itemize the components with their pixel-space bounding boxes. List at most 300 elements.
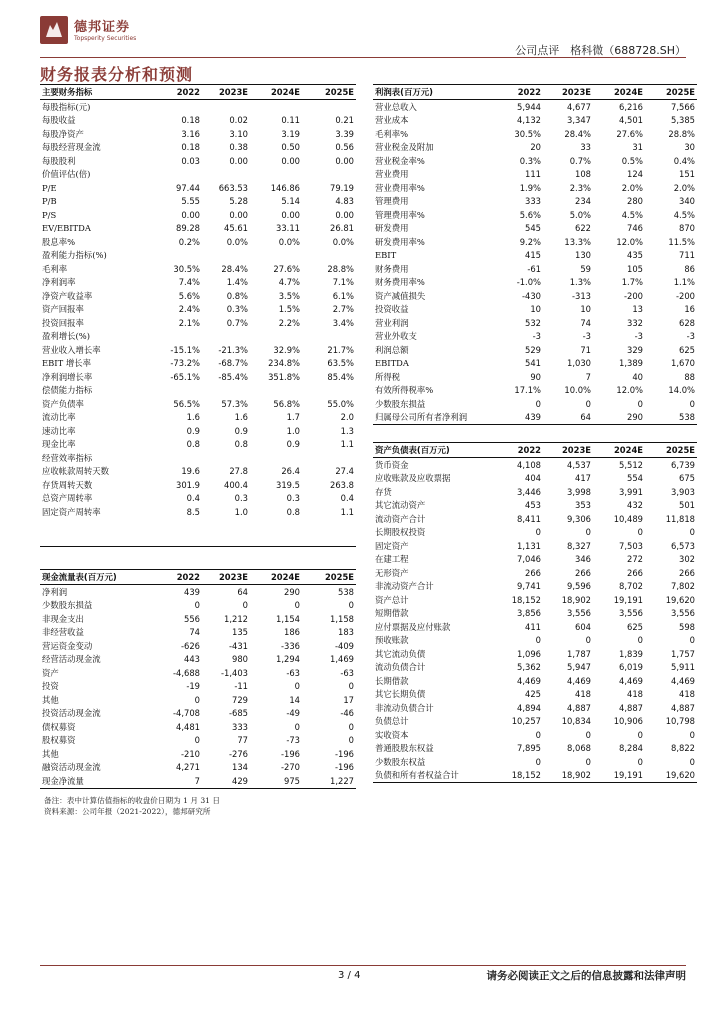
table-row [40, 666, 356, 680]
cell-value: 266 [525, 567, 541, 578]
row-label: 投资 [42, 681, 59, 692]
cell-value: -336 [280, 640, 300, 651]
page-title: 财务报表分析和预测 [40, 65, 194, 84]
cell-value: 3,556 [567, 608, 591, 619]
row-label: 总资产周转率 [42, 493, 93, 504]
cell-value: 7 [150, 774, 202, 788]
cell-value: 88 [684, 371, 695, 382]
cell-value [202, 330, 250, 344]
cell-value: 0 [535, 398, 541, 409]
cell-value: -430 [521, 290, 541, 301]
table-row [373, 357, 697, 371]
cell-value: 0.3 [286, 493, 300, 504]
cell-value: 26.4 [281, 466, 300, 477]
cell-value: 5.14 [281, 196, 300, 207]
row-label: 营业成本 [375, 115, 409, 126]
row-label: 其它流动负债 [375, 648, 426, 659]
balance-sheet-table [373, 442, 697, 783]
row-label: 无形资产 [375, 567, 409, 578]
row-label [40, 519, 150, 533]
row-label: 营业利润 [375, 317, 409, 328]
cell-value [302, 519, 356, 533]
table-header-row [40, 85, 356, 100]
cell-value: 4.7% [278, 277, 300, 288]
cell-value: 26.81 [330, 223, 354, 234]
cell-value: -3 [582, 331, 591, 342]
cell-value: 1,154 [276, 613, 300, 624]
row-label: 营业外收支 [375, 331, 417, 342]
cell-value: 4,271 [176, 762, 200, 773]
cell-value: 18,152 [511, 594, 541, 605]
row-label: 营业总收入 [375, 101, 417, 112]
cell-value [150, 532, 202, 546]
cell-value: 27.6% [616, 128, 643, 139]
cell-value: 17 [343, 694, 354, 705]
cell-value: 63.5% [327, 358, 354, 369]
table-row [40, 585, 356, 599]
cell-value: 8,068 [567, 743, 591, 754]
cell-value: 0.0% [332, 236, 354, 247]
cell-value: 9,741 [517, 581, 541, 592]
table-row [373, 249, 697, 263]
cell-value: 429 [202, 774, 250, 788]
year-header: 2024E [593, 443, 645, 458]
cell-value: 0 [637, 729, 643, 740]
table-row [40, 492, 356, 506]
cell-value: 0.11 [281, 115, 300, 126]
row-label: 营业费用 [375, 169, 409, 180]
table-row [40, 195, 356, 209]
row-label: 少数股东损益 [42, 600, 93, 611]
cell-value: 0.9 [186, 425, 200, 436]
cell-value [202, 532, 250, 546]
cell-value: 4,469 [619, 675, 643, 686]
table-row [373, 370, 697, 384]
cell-value: 10 [580, 304, 591, 315]
cell-value: 1.5% [278, 304, 300, 315]
table-row [373, 634, 697, 648]
row-label: EV/EBITDA [42, 223, 91, 234]
table-row [373, 411, 697, 425]
table-title: 主要财务指标 [40, 85, 150, 100]
cell-value: 4,537 [567, 459, 591, 470]
cell-value: 9,306 [567, 513, 591, 524]
cell-value: 8,411 [517, 513, 541, 524]
cell-value: 3,998 [567, 486, 591, 497]
cell-value: -4,708 [173, 708, 200, 719]
cell-value: 108 [575, 169, 591, 180]
row-label: 股权募资 [42, 735, 76, 746]
cell-value: 1.0 [286, 425, 300, 436]
cell-value: 151 [679, 169, 695, 180]
row-label: 所得税 [375, 371, 401, 382]
cell-value: 4,469 [567, 675, 591, 686]
cell-value [150, 330, 202, 344]
cell-value: 0.00 [229, 155, 248, 166]
cell-value: 3.4% [332, 317, 354, 328]
cell-value: 4,887 [567, 702, 591, 713]
row-label: P/E [42, 182, 57, 193]
cell-value: 2.7% [332, 304, 354, 315]
table-row [373, 114, 697, 128]
cell-value [250, 100, 302, 114]
row-label: EBIT 增长率 [42, 358, 91, 369]
row-label: 资产负债率 [42, 398, 84, 409]
cell-value: 1.1 [340, 439, 354, 450]
cell-value: 28.4% [221, 263, 248, 274]
cell-value: 234 [575, 196, 591, 207]
cell-value: 0.8 [234, 439, 248, 450]
table-row [373, 620, 697, 634]
cell-value: 290 [593, 411, 645, 425]
logo-mark-icon [40, 16, 68, 44]
cell-value: 10 [530, 304, 541, 315]
cell-value: 20 [530, 142, 541, 153]
cell-value: -200 [623, 290, 643, 301]
cell-value: 4.83 [335, 196, 354, 207]
table-row [373, 127, 697, 141]
page-number: 3 / 4 [338, 970, 361, 981]
table-row [373, 100, 697, 114]
row-label: 固定资产 [375, 540, 409, 551]
table-row [40, 222, 356, 236]
cell-value: 0.3% [519, 155, 541, 166]
cell-value: 0.5% [621, 155, 643, 166]
table-row [40, 262, 356, 276]
cell-value [202, 451, 250, 465]
cell-value: -3 [634, 331, 643, 342]
cell-value: 675 [679, 473, 695, 484]
row-label: 固定资产周转率 [42, 506, 101, 517]
cell-value [202, 384, 250, 398]
cell-value: 0 [535, 635, 541, 646]
table-row [373, 539, 697, 553]
row-label: 非流动负债合计 [375, 702, 434, 713]
cell-value: 4,894 [517, 702, 541, 713]
row-label: 短期借款 [375, 608, 409, 619]
cell-value: 27.6% [273, 263, 300, 274]
cell-value: 0.4 [340, 493, 354, 504]
cell-value: 2.1% [178, 317, 200, 328]
row-label: 每股净资产 [42, 128, 84, 139]
row-label: 负债和所有者权益合计 [373, 769, 493, 783]
row-label: 其他 [42, 748, 59, 759]
table-row [40, 114, 356, 128]
cell-value: 8,822 [671, 743, 695, 754]
cell-value: -19 [186, 681, 200, 692]
cell-value: 0.2% [178, 236, 200, 247]
row-label: EBIT [375, 250, 397, 261]
row-label: 盈利增长(%) [42, 331, 90, 342]
row-label: 资产 [42, 667, 59, 678]
table-row [373, 769, 697, 783]
cell-value: 0.9 [234, 425, 248, 436]
table-row [40, 100, 356, 114]
cell-value: 13 [632, 304, 643, 315]
cell-value: -270 [280, 762, 300, 773]
row-label: 偿债能力指标 [42, 385, 93, 396]
table-row [373, 499, 697, 513]
cell-value: 3,903 [671, 486, 695, 497]
table-row [373, 168, 697, 182]
header-divider [40, 57, 686, 58]
table-row [40, 208, 356, 222]
cell-value: 89.28 [176, 223, 200, 234]
cell-value: -431 [228, 640, 248, 651]
row-label: 流动比率 [42, 412, 76, 423]
cell-value: 1,227 [302, 774, 356, 788]
cell-value: -1,403 [221, 667, 248, 678]
cell-value: -200 [675, 290, 695, 301]
table-row [373, 485, 697, 499]
row-label: 存货 [375, 486, 392, 497]
cell-value: 57.3% [221, 398, 248, 409]
cell-value [302, 249, 356, 263]
cell-value: 332 [627, 317, 643, 328]
cell-value: 0 [585, 635, 591, 646]
cell-value: 64 [237, 586, 248, 597]
cell-value: 3,556 [619, 608, 643, 619]
cell-value: 8.5 [186, 506, 200, 517]
cell-value: 628 [679, 317, 695, 328]
cell-value: 4,677 [567, 101, 591, 112]
cell-value: 319.5 [276, 479, 300, 490]
cell-value: -73 [286, 735, 300, 746]
cell-value: -210 [180, 748, 200, 759]
cell-value [202, 249, 250, 263]
cell-value [150, 168, 202, 182]
cell-value: 266 [627, 567, 643, 578]
cell-value: -15.1% [170, 344, 200, 355]
cell-value: 1,212 [224, 613, 248, 624]
year-header: 2024E [250, 570, 302, 585]
cell-value: 4,108 [517, 459, 541, 470]
cell-value: 2.0% [621, 182, 643, 193]
disclaimer: 请务必阅读正文之后的信息披露和法律声明 [486, 970, 686, 982]
cell-value: -196 [334, 762, 354, 773]
table-row [40, 465, 356, 479]
table-title: 资产负债表(百万元) [373, 443, 493, 458]
cell-value: 7,503 [619, 540, 643, 551]
table-row [40, 249, 356, 263]
row-label: 长期借款 [375, 675, 409, 686]
row-label: 应收账款及应收票据 [375, 473, 451, 484]
cell-value: 85.4% [327, 371, 354, 382]
table-row [40, 276, 356, 290]
row-label: 投资活动现金流 [42, 708, 101, 719]
cell-value: 21.7% [327, 344, 354, 355]
cell-value: 5.6% [519, 209, 541, 220]
cell-value: -4,688 [173, 667, 200, 678]
cell-value: 11.5% [668, 236, 695, 247]
cell-value: 0 [585, 527, 591, 538]
cell-value: 17.1% [514, 385, 541, 396]
cell-value: 400.4 [224, 479, 248, 490]
cell-value: 0 [689, 756, 695, 767]
cell-value: 333 [525, 196, 541, 207]
cell-value: 541 [525, 358, 541, 369]
row-label: 负债总计 [375, 716, 409, 727]
table-row [373, 235, 697, 249]
cell-value: 0.00 [335, 155, 354, 166]
table-row [373, 526, 697, 540]
cell-value [302, 451, 356, 465]
table-row [373, 303, 697, 317]
cell-value: 8,327 [567, 540, 591, 551]
cell-value: 10,834 [561, 716, 591, 727]
table-row [40, 680, 356, 694]
cell-value: 19,191 [613, 594, 643, 605]
cell-value: 3,446 [517, 486, 541, 497]
cell-value: 90 [530, 371, 541, 382]
cell-value: 0.7% [226, 317, 248, 328]
cell-value: 0 [689, 527, 695, 538]
cell-value: 0.00 [335, 209, 354, 220]
cell-value: 0.50 [281, 142, 300, 153]
cell-value: -21.3% [218, 344, 248, 355]
cell-value: 411 [525, 621, 541, 632]
cell-value [302, 532, 356, 546]
cell-value: 30.5% [514, 128, 541, 139]
cell-value [150, 249, 202, 263]
row-label: 资产回报率 [42, 304, 84, 315]
cell-value: 77 [237, 735, 248, 746]
cell-value: 1,670 [671, 358, 695, 369]
cell-value: 55.0% [327, 398, 354, 409]
cell-value: -11 [234, 681, 248, 692]
row-label: 应收帐款周转天数 [42, 466, 109, 477]
row-label: 利润总额 [375, 344, 409, 355]
row-label: 投资收益 [375, 304, 409, 315]
cell-value: 0 [637, 756, 643, 767]
cell-value: 56.8% [273, 398, 300, 409]
row-label: 股息率% [42, 236, 76, 247]
cell-value: -313 [571, 290, 591, 301]
cell-value: 425 [525, 689, 541, 700]
cell-value [250, 519, 302, 533]
cell-value: 33 [580, 142, 591, 153]
brand-name: 德邦证券 [74, 20, 131, 35]
cell-value: 0.7% [569, 155, 591, 166]
table-row [373, 512, 697, 526]
cell-value: 1.3% [569, 277, 591, 288]
table-title: 利润表(百万元) [373, 85, 493, 100]
table-row [373, 742, 697, 756]
cell-value: 1.4% [226, 277, 248, 288]
cell-value: 529 [525, 344, 541, 355]
cell-value: 0.02 [229, 115, 248, 126]
cell-value: 538 [645, 411, 697, 425]
cell-value: 16 [684, 304, 695, 315]
row-label: 非流动资产合计 [375, 581, 434, 592]
cell-value: 146.86 [270, 182, 300, 193]
cell-value: 443 [184, 654, 200, 665]
table-row [373, 647, 697, 661]
cell-value: 435 [627, 250, 643, 261]
cell-value [250, 532, 302, 546]
cell-value: 0.21 [335, 115, 354, 126]
cell-value: 1.9% [519, 182, 541, 193]
row-label: 债权募资 [42, 721, 76, 732]
cell-value: 711 [679, 250, 695, 261]
row-label: 实收资本 [375, 729, 409, 740]
year-header: 2024E [593, 85, 645, 100]
cell-value: 79.19 [330, 182, 354, 193]
cell-value: 56.5% [173, 398, 200, 409]
cell-value: 124 [627, 169, 643, 180]
cell-value: 625 [627, 621, 643, 632]
row-label: 净利润增长率 [42, 371, 93, 382]
row-label: 有效所得税率% [375, 385, 434, 396]
cell-value: 0 [348, 735, 354, 746]
cell-value: 0 [294, 721, 300, 732]
table-row [40, 330, 356, 344]
table-row [40, 343, 356, 357]
cell-value: 1,096 [517, 648, 541, 659]
table-row [40, 707, 356, 721]
cell-value: 3,991 [619, 486, 643, 497]
row-label: 每股经营现金流 [42, 142, 101, 153]
year-header: 2023E [543, 85, 593, 100]
table-row [40, 747, 356, 761]
cell-value: 353 [575, 500, 591, 511]
cell-value: 7 [585, 371, 591, 382]
cell-value: 1,030 [567, 358, 591, 369]
cell-value: 272 [627, 554, 643, 565]
table-row [373, 316, 697, 330]
cell-value: 74 [189, 627, 200, 638]
cell-value: 501 [679, 500, 695, 511]
cell-value: 10,489 [613, 513, 643, 524]
cell-value: 5.28 [229, 196, 248, 207]
income-statement-table [373, 84, 697, 425]
row-label: 流动负债合计 [375, 662, 426, 673]
cell-value: 3.10 [229, 128, 248, 139]
cell-value: 0 [585, 729, 591, 740]
cell-value: 18,902 [543, 769, 593, 783]
cash-flow-table [40, 569, 356, 789]
year-header: 2022 [493, 443, 543, 458]
cell-value: -61 [527, 263, 541, 274]
cell-value: 329 [627, 344, 643, 355]
cell-value: 3,856 [517, 608, 541, 619]
cell-value [302, 330, 356, 344]
cell-value: 0 [689, 729, 695, 740]
row-label: 每股指标(元) [42, 101, 91, 112]
cell-value: 7,046 [517, 554, 541, 565]
cell-value [202, 100, 250, 114]
cell-value: 333 [232, 721, 248, 732]
cell-value: 266 [679, 567, 695, 578]
cell-value: 1,469 [330, 654, 354, 665]
cell-value: 0.8 [186, 439, 200, 450]
table-header-row [373, 443, 697, 458]
cell-value: 0 [637, 398, 643, 409]
cell-value: 545 [525, 223, 541, 234]
row-label: 营运资金变动 [42, 640, 93, 651]
cell-value: 0.56 [335, 142, 354, 153]
table-row [373, 181, 697, 195]
table-row [40, 397, 356, 411]
cell-value: 7.1% [332, 277, 354, 288]
cell-value: 105 [627, 263, 643, 274]
row-label: 普通股股东权益 [375, 743, 434, 754]
table-row [40, 774, 356, 788]
cell-value: 1,158 [330, 613, 354, 624]
row-label: 应付票据及应付账款 [375, 621, 451, 632]
row-label: 净利润 [42, 586, 68, 597]
cell-value: 5.55 [181, 196, 200, 207]
